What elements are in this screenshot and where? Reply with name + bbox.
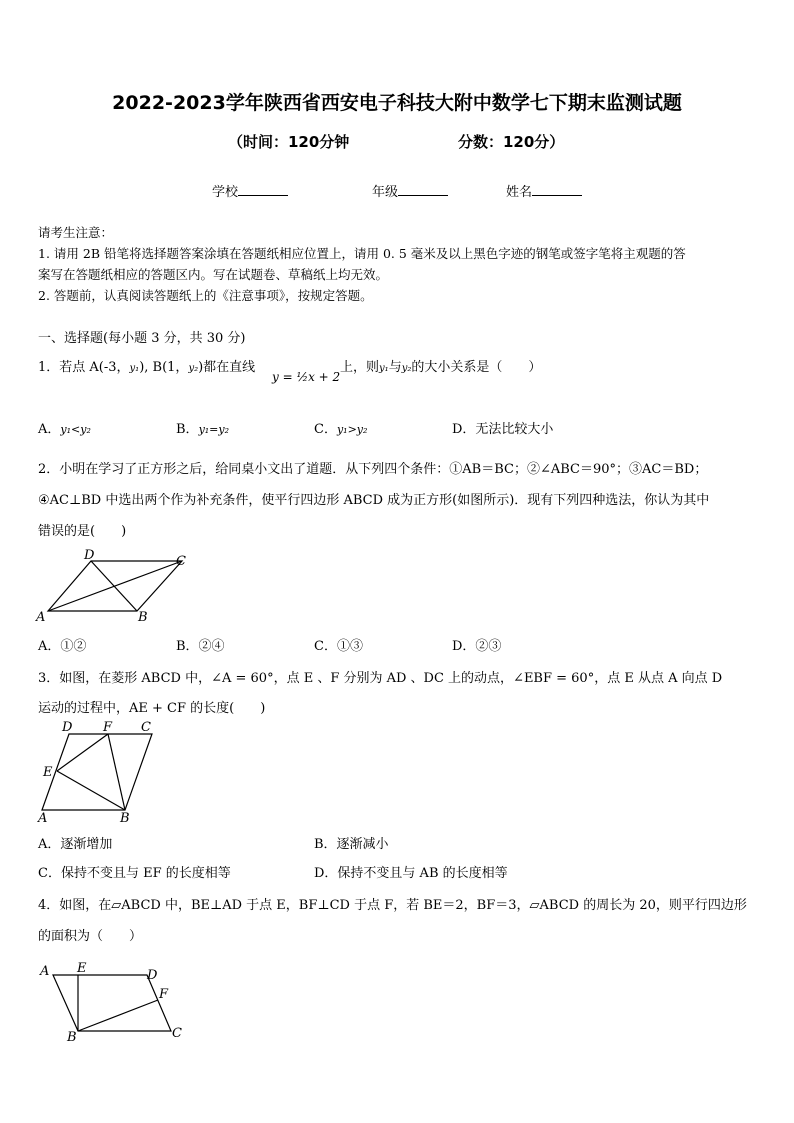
grade-field: [372, 181, 448, 200]
grade-blank: [398, 183, 448, 196]
q2-figure: [30, 545, 200, 627]
q3-segment-fb: [108, 734, 125, 810]
grade-label: 年级: [372, 185, 399, 200]
q1-formula: y = ½x + 2: [272, 370, 341, 384]
school-field: [212, 181, 288, 200]
school-label: 学校: [212, 185, 239, 200]
school-blank: [238, 183, 288, 196]
q1-option-a-label: A．: [38, 422, 61, 437]
q1-option-d[interactable]: D．无法比较大小: [452, 422, 554, 437]
notice-heading: 请考生注意：: [38, 225, 114, 240]
q1-tail2: 与: [388, 360, 402, 375]
q4-label-f: F: [159, 987, 169, 1002]
q3-label-b: B: [120, 811, 130, 826]
q1-suffix: )都在直线: [198, 360, 256, 375]
q4-label-e: E: [77, 961, 87, 976]
q2-label-b: B: [138, 610, 148, 625]
q1-option-b[interactable]: [176, 418, 229, 437]
q3-label-e: E: [43, 765, 53, 780]
q4-label-c: C: [172, 1026, 182, 1041]
q3-option-c[interactable]: C．保持不变且与 EF 的长度相等: [38, 866, 231, 881]
q2-label-d: D: [84, 548, 95, 563]
q1-option-a[interactable]: [38, 418, 91, 437]
q1-option-c-label: C．: [314, 422, 337, 437]
name-blank: [532, 183, 582, 196]
q2-option-c[interactable]: C．①③: [314, 639, 363, 654]
q4-label-d: D: [147, 968, 158, 983]
q4-line1: 4．如图，在▱ABCD 中，BE⊥AD 于点 E，BF⊥CD 于点 F，若 BE＝2，BF＝3，▱ABCD 的周长为 20，则平行四边形: [38, 898, 747, 913]
q3-segment-eb: [57, 771, 125, 810]
q2-option-a[interactable]: A．①②: [38, 639, 87, 654]
q1-prefix: 1．若点 A(-3，: [38, 360, 130, 375]
q4-label-a: A: [40, 964, 50, 979]
notice-line1a: 1. 请用 2B 铅笔将选择题答案涂填在答题纸相应位置上，请用 0. 5 毫米及以上黑色字迹的钢笔或签字笔将主观题的答: [38, 246, 686, 261]
q1-y1: y₁: [129, 363, 140, 374]
q3-option-a[interactable]: A．逐渐增加: [38, 837, 113, 852]
q2-line3: 错误的是( ): [38, 524, 127, 539]
notice-line1b: 案写在答题纸相应的答题区内。写在试题卷、草稿纸上均无效。: [38, 267, 389, 282]
q4-parallelogram: [53, 975, 171, 1031]
name-label: 姓名: [506, 185, 533, 200]
q3-label-a: A: [38, 811, 48, 826]
notice-line2: 2. 答题前，认真阅读答题纸上的《注意事项》，按规定答题。: [38, 288, 373, 303]
exam-time: （时间：120分钟: [228, 133, 350, 151]
q3-option-b[interactable]: B．逐渐减小: [314, 837, 389, 852]
name-field: [506, 181, 582, 200]
q1-tail-y2: y₂: [401, 363, 412, 374]
q3-figure: [30, 718, 165, 826]
q4-label-b: B: [67, 1030, 77, 1045]
exam-score: 分数：120分）: [458, 133, 565, 151]
q1-stem: [38, 356, 255, 375]
q1-y2: y₂: [188, 363, 199, 374]
q3-line1: 3．如图，在菱形 ABCD 中，∠A = 60°，点 E 、F 分别为 AD 、DC 上的动点，∠EBF = 60°，点 E 从点 A 向点 D: [38, 671, 723, 686]
section-heading: 一、选择题(每小题 3 分，共 30 分): [38, 331, 246, 346]
q1-option-a-expr: y₁<y₂: [60, 423, 91, 436]
q3-label-f: F: [103, 720, 113, 735]
q3-segment-ef: [57, 734, 108, 771]
q3-label-d: D: [62, 720, 73, 735]
q4-segment-bf: [78, 1000, 158, 1031]
q3-label-c: C: [141, 720, 151, 735]
q2-diagonal-bd: [91, 561, 137, 611]
q2-option-b[interactable]: B．②④: [176, 639, 225, 654]
q1-tail1: 上，则: [340, 360, 380, 375]
q3-line2: 运动的过程中，AE + CF 的长度( ): [38, 701, 266, 716]
q4-figure: [30, 955, 195, 1047]
q2-line1: 2．小明在学习了正方形之后，给同桌小文出了道题．从下列四个条件：①AB＝BC；②∠ABC＝90°；③AC＝BD；: [38, 462, 708, 477]
q4-line2: 的面积为（ ）: [38, 929, 143, 944]
q1-option-c-expr: y₁>y₂: [336, 423, 368, 436]
q1-tail-y1: y₁: [379, 363, 389, 374]
page-title: 2022-2023学年陕西省西安电子科技大附中数学七下期末监测试题: [112, 92, 682, 114]
q2-line2: ④AC⊥BD 中选出两个作为补充条件，使平行四边形 ABCD 成为正方形(如图所示)．现有下列四种选法，你认为其中: [38, 493, 710, 508]
q1-option-b-expr: y₁=y₂: [198, 423, 230, 436]
q1-mid: ), B(1，: [139, 360, 189, 375]
q2-label-c: C: [176, 554, 186, 569]
q2-option-d[interactable]: D．②③: [452, 639, 502, 654]
q2-label-a: A: [36, 610, 46, 625]
q3-option-d[interactable]: D．保持不变且与 AB 的长度相等: [314, 866, 508, 881]
q1-tail3: 的大小关系是（ ）: [411, 360, 542, 375]
q1-option-c[interactable]: [314, 418, 367, 437]
q1-tail: [340, 356, 541, 375]
q1-option-b-label: B．: [176, 422, 199, 437]
q2-diagonal-ac: [48, 561, 182, 611]
